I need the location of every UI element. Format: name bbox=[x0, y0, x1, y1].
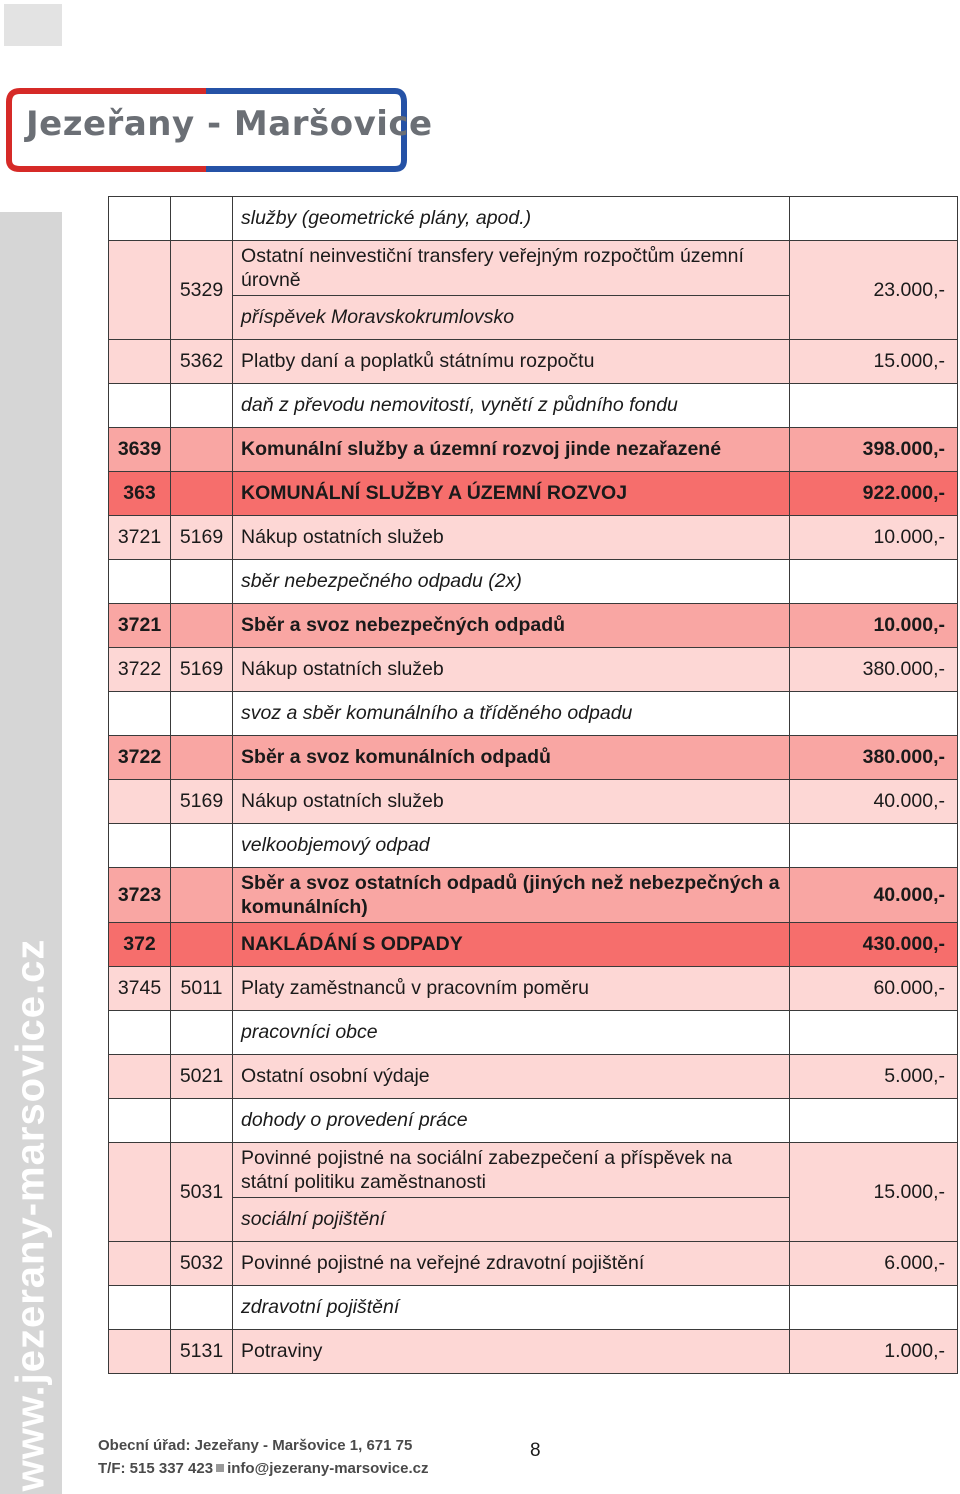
item-cell: 5031 bbox=[171, 1143, 233, 1242]
paragraph-cell bbox=[109, 780, 171, 824]
budget-table bbox=[108, 196, 958, 1374]
item-cell bbox=[171, 824, 233, 868]
paragraph-cell bbox=[109, 1330, 171, 1374]
description-cell: Povinné pojistné na veřejné zdravotní pojištění bbox=[233, 1242, 790, 1286]
description-cell: KOMUNÁLNÍ SLUŽBY A ÚZEMNÍ ROZVOJ bbox=[233, 472, 790, 516]
table-row bbox=[109, 516, 958, 560]
description-cell: Platby daní a poplatků státnímu rozpočtu bbox=[233, 340, 790, 384]
logo-text: Jezeřany - Maršovice bbox=[26, 104, 433, 144]
item-cell bbox=[171, 1099, 233, 1143]
paragraph-cell: 3721 bbox=[109, 604, 171, 648]
amount-cell: 380.000,- bbox=[790, 736, 958, 780]
item-cell: 5011 bbox=[171, 967, 233, 1011]
table-row bbox=[109, 780, 958, 824]
page-number: 8 bbox=[530, 1440, 541, 1461]
table-row bbox=[109, 692, 958, 736]
note-cell: pracovníci obce bbox=[233, 1011, 790, 1055]
paragraph-cell bbox=[109, 241, 171, 340]
paragraph-cell bbox=[109, 1055, 171, 1099]
table-row bbox=[109, 1055, 958, 1099]
footer-email[interactable]: info@jezerany-marsovice.cz bbox=[227, 1460, 429, 1477]
paragraph-cell bbox=[109, 384, 171, 428]
item-cell: 5032 bbox=[171, 1242, 233, 1286]
item-cell: 5362 bbox=[171, 340, 233, 384]
table-row bbox=[109, 197, 958, 241]
paragraph-cell: 3723 bbox=[109, 868, 171, 923]
note-cell: dohody o provedení práce bbox=[233, 1099, 790, 1143]
table-row bbox=[109, 1011, 958, 1055]
description-cell: NAKLÁDÁNÍ S ODPADY bbox=[233, 923, 790, 967]
table-row bbox=[109, 1099, 958, 1143]
paragraph-cell bbox=[109, 1242, 171, 1286]
item-cell bbox=[171, 692, 233, 736]
footer-contact-line bbox=[98, 1457, 428, 1480]
item-cell: 5329 bbox=[171, 241, 233, 340]
description-cell: Nákup ostatních služeb bbox=[233, 516, 790, 560]
table-row bbox=[109, 1286, 958, 1330]
separator-square-icon bbox=[216, 1464, 224, 1472]
paragraph-cell bbox=[109, 560, 171, 604]
paragraph-cell bbox=[109, 1286, 171, 1330]
paragraph-cell: 3722 bbox=[109, 648, 171, 692]
description-cell: Sběr a svoz nebezpečných odpadů bbox=[233, 604, 790, 648]
amount-cell: 40.000,- bbox=[790, 780, 958, 824]
item-cell: 5021 bbox=[171, 1055, 233, 1099]
subtotal-row bbox=[109, 736, 958, 780]
item-cell bbox=[171, 1011, 233, 1055]
note-cell: sociální pojištění bbox=[233, 1198, 790, 1242]
note-cell: svoz a sběr komunálního a tříděného odpadu bbox=[233, 692, 790, 736]
footer-contact bbox=[98, 1434, 428, 1480]
amount-cell bbox=[790, 692, 958, 736]
paragraph-cell bbox=[109, 1011, 171, 1055]
total-row bbox=[109, 923, 958, 967]
item-cell bbox=[171, 560, 233, 604]
paragraph-cell bbox=[109, 197, 171, 241]
amount-cell bbox=[790, 1286, 958, 1330]
amount-cell bbox=[790, 824, 958, 868]
paragraph-cell bbox=[109, 692, 171, 736]
amount-cell: 922.000,- bbox=[790, 472, 958, 516]
item-cell bbox=[171, 604, 233, 648]
note-cell: daň z převodu nemovitostí, vynětí z půdního fondu bbox=[233, 384, 790, 428]
municipality-logo bbox=[6, 88, 433, 172]
table-row bbox=[109, 1330, 958, 1374]
description-cell: Nákup ostatních služeb bbox=[233, 780, 790, 824]
amount-cell: 40.000,- bbox=[790, 868, 958, 923]
subtotal-row bbox=[109, 604, 958, 648]
amount-cell bbox=[790, 1011, 958, 1055]
paragraph-cell bbox=[109, 340, 171, 384]
amount-cell: 430.000,- bbox=[790, 923, 958, 967]
table-row bbox=[109, 1143, 958, 1198]
note-cell: velkoobjemový odpad bbox=[233, 824, 790, 868]
paragraph-cell: 3722 bbox=[109, 736, 171, 780]
note-cell: příspěvek Moravskokrumlovsko bbox=[233, 296, 790, 340]
amount-cell: 6.000,- bbox=[790, 1242, 958, 1286]
table-row bbox=[109, 384, 958, 428]
item-cell bbox=[171, 428, 233, 472]
paragraph-cell bbox=[109, 824, 171, 868]
item-cell bbox=[171, 1286, 233, 1330]
item-cell bbox=[171, 923, 233, 967]
note-cell: zdravotní pojištění bbox=[233, 1286, 790, 1330]
item-cell bbox=[171, 197, 233, 241]
description-cell: Sběr a svoz komunálních odpadů bbox=[233, 736, 790, 780]
footer-phone: T/F: 515 337 423 bbox=[98, 1460, 214, 1477]
corner-square bbox=[4, 4, 62, 46]
item-cell bbox=[171, 384, 233, 428]
amount-cell bbox=[790, 384, 958, 428]
item-cell: 5169 bbox=[171, 648, 233, 692]
item-cell bbox=[171, 868, 233, 923]
amount-cell: 398.000,- bbox=[790, 428, 958, 472]
amount-cell: 5.000,- bbox=[790, 1055, 958, 1099]
website-watermark: www.jezerany-marsovice.cz bbox=[8, 938, 53, 1492]
total-row bbox=[109, 472, 958, 516]
amount-cell bbox=[790, 560, 958, 604]
paragraph-cell: 3745 bbox=[109, 967, 171, 1011]
table-row bbox=[109, 340, 958, 384]
description-cell: Ostatní osobní výdaje bbox=[233, 1055, 790, 1099]
paragraph-cell: 3639 bbox=[109, 428, 171, 472]
item-cell bbox=[171, 736, 233, 780]
description-cell: Platy zaměstnanců v pracovním poměru bbox=[233, 967, 790, 1011]
amount-cell: 15.000,- bbox=[790, 340, 958, 384]
description-cell: Komunální služby a územní rozvoj jinde nezařazené bbox=[233, 428, 790, 472]
description-cell: Sběr a svoz ostatních odpadů (jiných než nebezpečných a komunálních) bbox=[233, 868, 790, 923]
paragraph-cell: 363 bbox=[109, 472, 171, 516]
note-cell: služby (geometrické plány, apod.) bbox=[233, 197, 790, 241]
table-row bbox=[109, 560, 958, 604]
paragraph-cell: 3721 bbox=[109, 516, 171, 560]
amount-cell: 10.000,- bbox=[790, 604, 958, 648]
subtotal-row bbox=[109, 868, 958, 923]
item-cell: 5169 bbox=[171, 780, 233, 824]
subtotal-row bbox=[109, 428, 958, 472]
description-cell: Potraviny bbox=[233, 1330, 790, 1374]
description-cell: Nákup ostatních služeb bbox=[233, 648, 790, 692]
description-cell: Povinné pojistné na sociální zabezpečení a příspěvek na státní politiku zaměstnanosti bbox=[233, 1143, 790, 1198]
table-row bbox=[109, 241, 958, 296]
note-cell: sběr nebezpečného odpadu (2x) bbox=[233, 560, 790, 604]
footer-address: Obecní úřad: Jezeřany - Maršovice 1, 671 75 bbox=[98, 1437, 413, 1454]
table-row bbox=[109, 967, 958, 1011]
amount-cell: 60.000,- bbox=[790, 967, 958, 1011]
paragraph-cell bbox=[109, 1143, 171, 1242]
amount-cell: 1.000,- bbox=[790, 1330, 958, 1374]
table-row bbox=[109, 648, 958, 692]
table-row bbox=[109, 1242, 958, 1286]
description-cell: Ostatní neinvestiční transfery veřejným rozpočtům územní úrovně bbox=[233, 241, 790, 296]
amount-cell: 23.000,- bbox=[790, 241, 958, 340]
amount-cell: 15.000,- bbox=[790, 1143, 958, 1242]
paragraph-cell: 372 bbox=[109, 923, 171, 967]
amount-cell: 380.000,- bbox=[790, 648, 958, 692]
amount-cell bbox=[790, 1099, 958, 1143]
item-cell: 5169 bbox=[171, 516, 233, 560]
item-cell: 5131 bbox=[171, 1330, 233, 1374]
table-row bbox=[109, 824, 958, 868]
amount-cell: 10.000,- bbox=[790, 516, 958, 560]
item-cell bbox=[171, 472, 233, 516]
paragraph-cell bbox=[109, 1099, 171, 1143]
amount-cell bbox=[790, 197, 958, 241]
